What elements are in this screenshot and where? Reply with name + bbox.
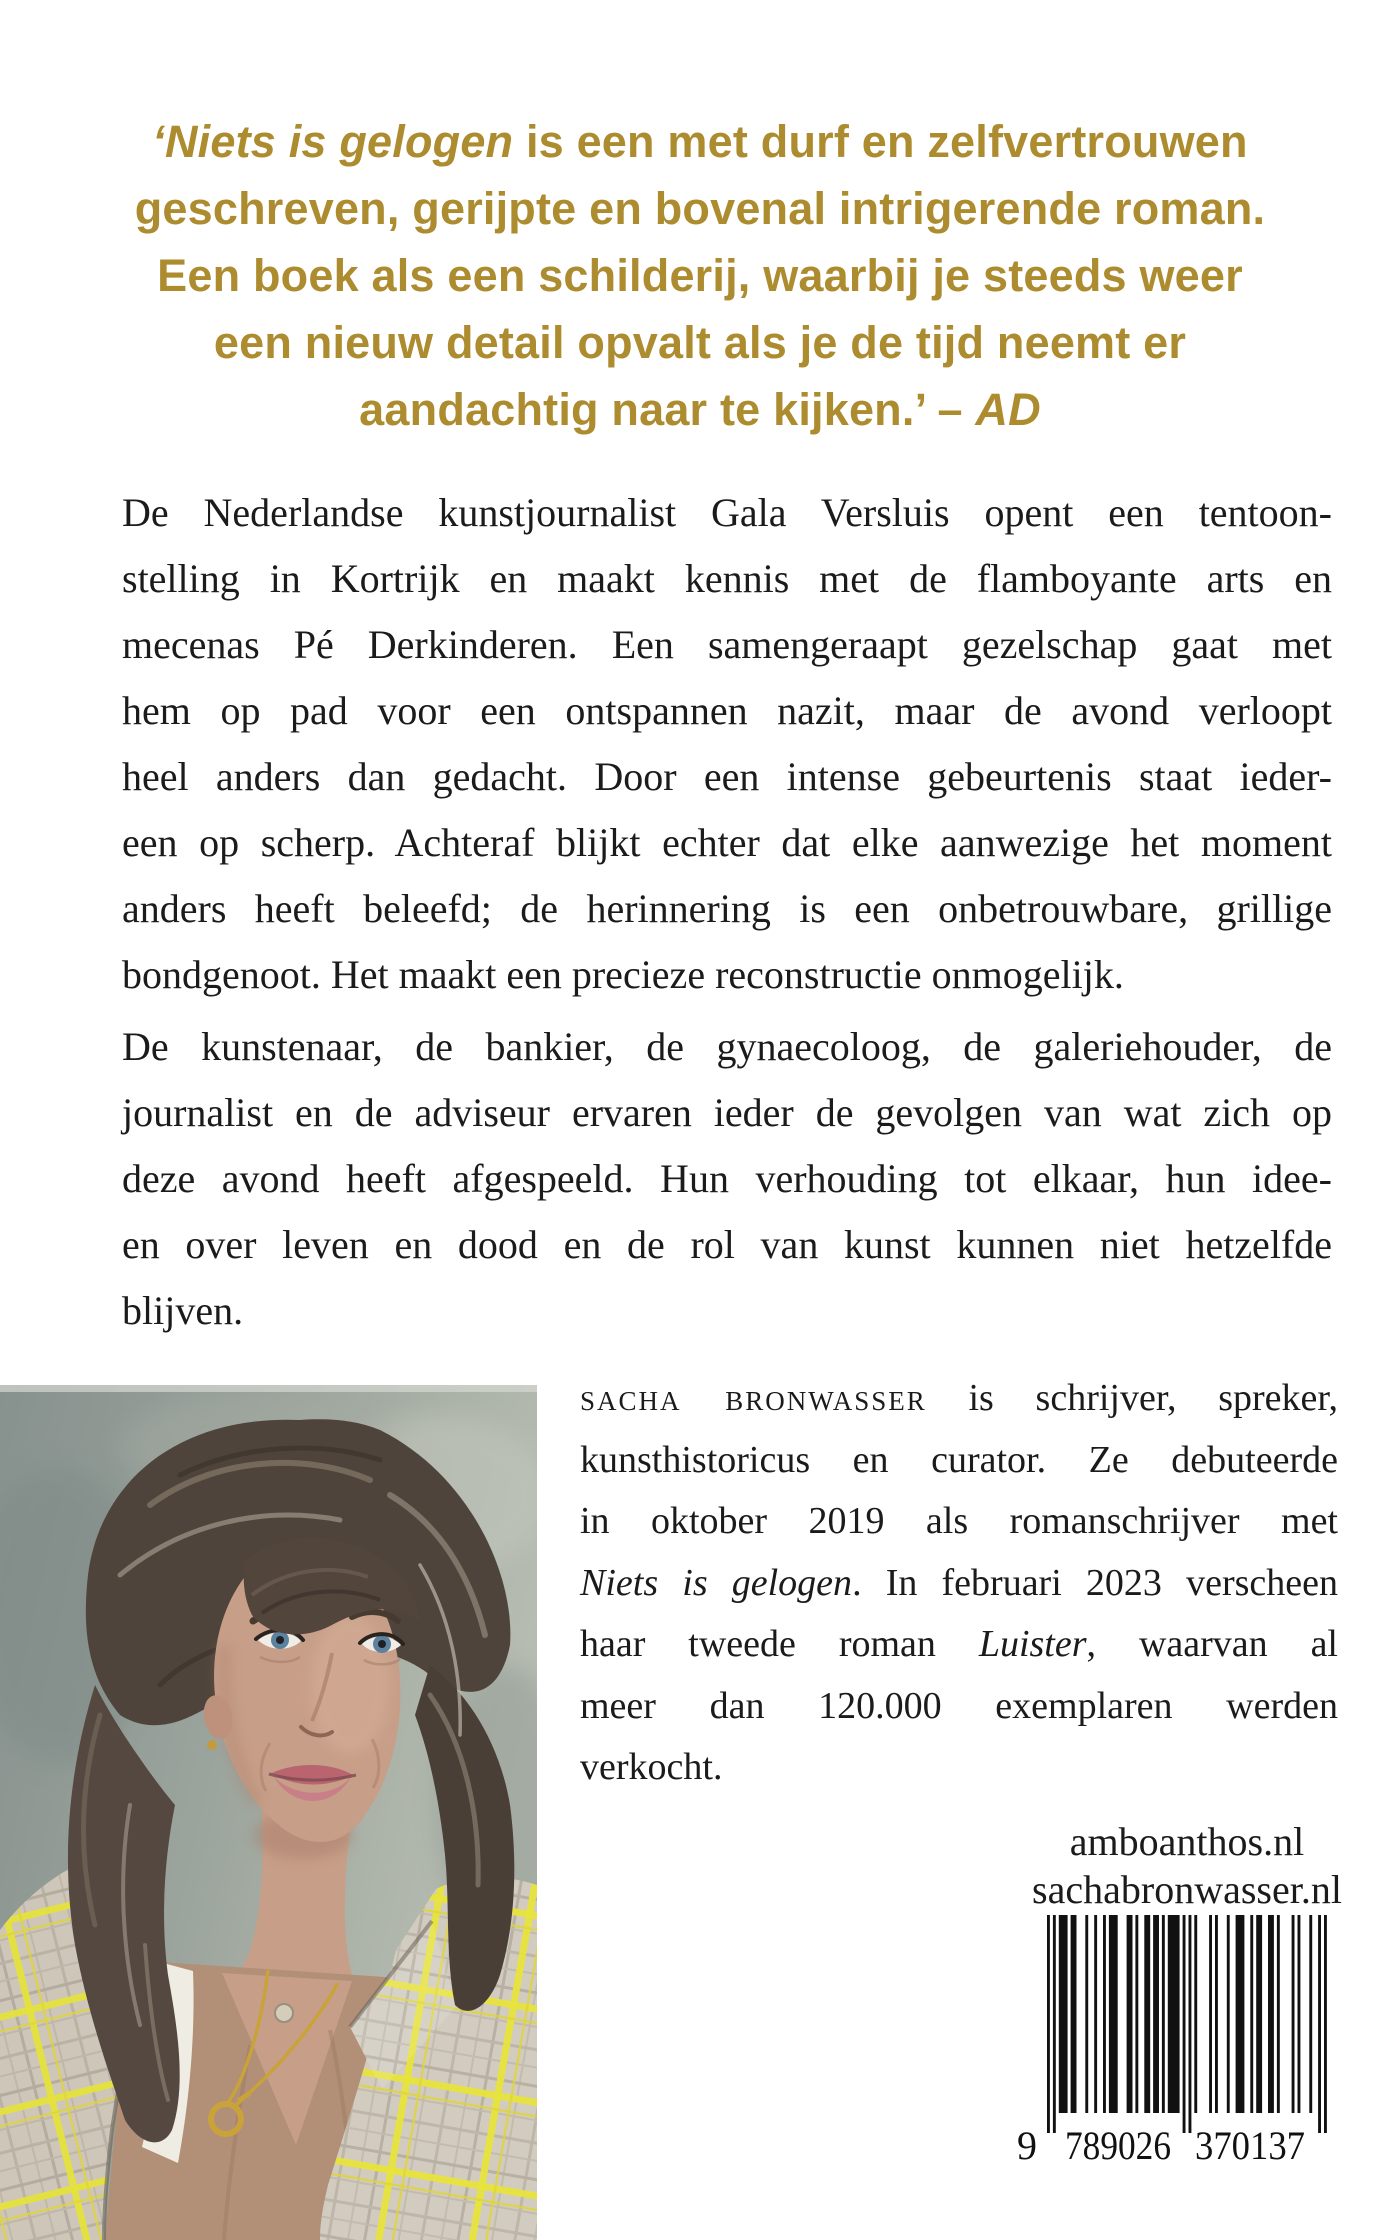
text-line: ‘Niets is gelogen is een met durf en zelfvertrouwen bbox=[152, 116, 1248, 167]
text-line: haar tweede roman Luister, waarvan al bbox=[580, 1623, 1338, 1665]
text-line: blijven. bbox=[122, 1288, 244, 1333]
text-line: een nieuw detail opvalt als je de tijd neemt er bbox=[213, 317, 1187, 368]
text-line: bondgenoot. Het maakt een precieze reconstructie onmogelijk. bbox=[122, 952, 1124, 997]
text-line: journalist en de adviseur ervaren ieder de gevolgen van wat zich op bbox=[122, 1090, 1332, 1135]
text-line: De kunstenaar, de bankier, de gynaecoloog, de galeriehouder, de bbox=[122, 1024, 1332, 1069]
text-line: De Nederlandse kunstjournalist Gala Versluis opent een tentoon- bbox=[122, 490, 1332, 535]
text-line: anders heeft beleefd; de herinnering is een onbetrouwbare, grillige bbox=[122, 886, 1332, 931]
text-line: stelling in Kortrijk en maakt kennis met de flamboyante arts en bbox=[122, 556, 1332, 601]
text-line: mecenas Pé Derkinderen. Een samengeraapt gezelschap gaat met bbox=[122, 622, 1332, 667]
press-quote bbox=[80, 108, 1320, 443]
text-line: in oktober 2019 als romanschrijver met bbox=[580, 1500, 1338, 1542]
author-photo-art bbox=[0, 1385, 537, 2240]
svg-text:370137: 370137 bbox=[1195, 2123, 1305, 2165]
synopsis-paragraph-1 bbox=[122, 480, 1332, 1008]
text-line: hem op pad voor een ontspannen nazit, maar de avond verloopt bbox=[122, 688, 1332, 733]
svg-text:9: 9 bbox=[1017, 2123, 1037, 2165]
synopsis-paragraph-2 bbox=[122, 1014, 1332, 1344]
text-line: deze avond heeft afgespeeld. Hun verhouding tot elkaar, hun idee- bbox=[122, 1156, 1332, 1201]
text-line: heel anders dan gedacht. Door een intense gebeurtenis staat ieder- bbox=[122, 754, 1332, 799]
text-line: sacha bronwasser is schrijver, spreker, bbox=[580, 1377, 1339, 1419]
text-line: en over leven en dood en de rol van kunst kunnen niet hetzelfde bbox=[122, 1222, 1332, 1267]
author-website: sachabronwasser.nl bbox=[1032, 1867, 1342, 1912]
text-line: Een boek als een schilderij, waarbij je steeds weer bbox=[157, 250, 1243, 301]
text-line: kunsthistoricus en curator. Ze debuteerde bbox=[580, 1438, 1338, 1481]
text-line: verkocht. bbox=[580, 1746, 723, 1788]
text-line: meer dan 120.000 exemplaren werden bbox=[580, 1684, 1338, 1727]
svg-text:789026: 789026 bbox=[1065, 2123, 1171, 2165]
text-line: aandachtig naar te kijken.’ – AD bbox=[359, 384, 1041, 435]
text-line: een op scherp. Achteraf blijkt echter dat elke aanwezige het moment bbox=[122, 820, 1332, 865]
publisher-website: amboanthos.nl bbox=[1069, 1819, 1305, 1864]
text-line: geschreven, gerijpte en bovenal intrigerende roman. bbox=[134, 183, 1266, 234]
barcode bbox=[1005, 1915, 1335, 2165]
author-photo bbox=[0, 1385, 537, 2240]
text-line: Niets is gelogen. In februari 2023 verscheen bbox=[580, 1561, 1338, 1604]
website-links bbox=[1032, 1818, 1342, 1914]
author-bio bbox=[580, 1368, 1338, 1799]
